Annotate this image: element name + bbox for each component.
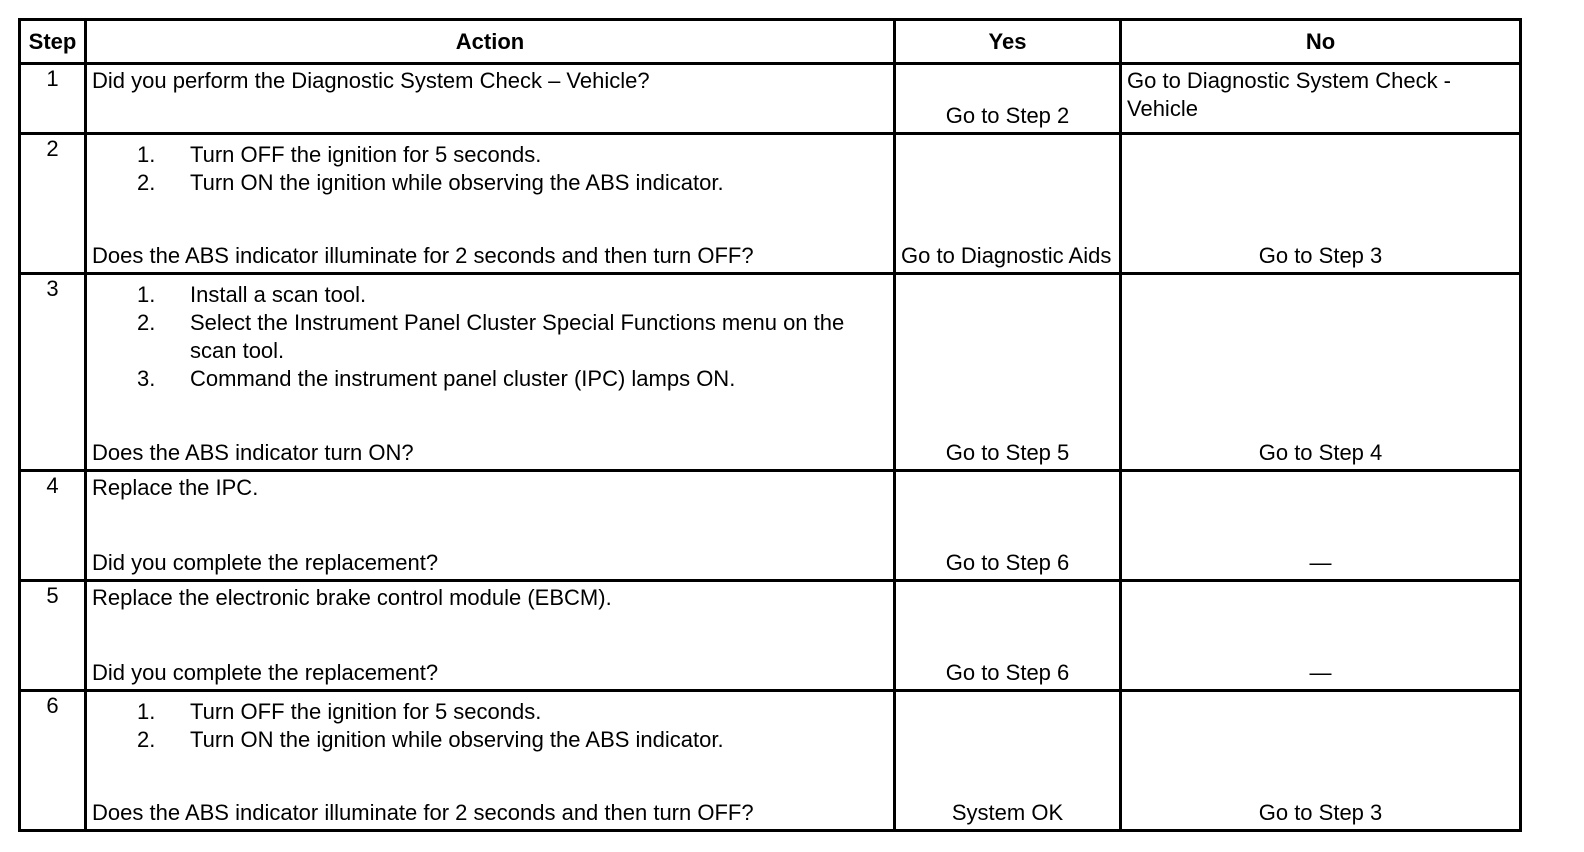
no-link[interactable]: Go to Step 3 [1258,243,1383,268]
item-number: 2. [137,727,156,752]
item-text: Command the instrument panel cluster (IPC) lamps ON. [190,366,736,391]
list-item [92,365,887,393]
item-text: Turn ON the ignition while observing the ABS indicator. [190,727,724,752]
yes-result: System OK [951,800,1064,825]
question-text: Does the ABS indicator illuminate for 2 seconds and then turn OFF? [92,243,754,268]
no-cell [1121,274,1521,471]
yes-link[interactable]: Go to Step 5 [945,440,1070,465]
action-text: Did you perform the Diagnostic System Check – Vehicle? [92,68,650,93]
yes-cell [895,134,1121,274]
no-cell [1121,134,1521,274]
header-no: No [1121,20,1521,64]
question-text: Does the ABS indicator illuminate for 2 seconds and then turn OFF? [92,800,754,825]
yes-link[interactable]: Go to Step 2 [945,103,1070,128]
yes-link[interactable]: Go to Step 6 [945,660,1070,685]
no-cell [1121,691,1521,831]
header-action: Action [86,20,895,64]
yes-cell [895,581,1121,691]
no-link[interactable]: Go to Step 4 [1258,440,1383,465]
list-item [92,726,887,754]
item-number: 1. [137,699,156,724]
action-cell [86,471,895,581]
header-step: Step [20,20,86,64]
action-cell [86,691,895,831]
header-yes: Yes [895,20,1121,64]
list-item [92,309,887,365]
step-number: 3 [20,274,86,471]
table-row-step-6 [20,691,1521,831]
step-number: 2 [20,134,86,274]
item-number: 3. [137,366,156,391]
yes-link[interactable]: Go to Diagnostic Aids [901,243,1112,268]
item-text: Turn OFF the ignition for 5 seconds. [190,142,542,167]
question-text: Does the ABS indicator turn ON? [92,440,414,465]
question-text: Did you complete the replacement? [92,660,439,685]
no-dash: — [1309,550,1332,575]
yes-link[interactable]: Go to Step 6 [945,550,1070,575]
item-text: Turn OFF the ignition for 5 seconds. [190,699,542,724]
no-dash: — [1309,660,1332,685]
diagnostic-table [18,18,1522,832]
no-cell [1121,64,1521,134]
item-number: 1. [137,282,156,307]
item-text: Select the Instrument Panel Cluster Special Functions menu on the scan tool. [190,310,845,363]
instruction-list [92,698,887,754]
question-text: Did you complete the replacement? [92,550,439,575]
table-row-step-3 [20,274,1521,471]
no-cell [1121,581,1521,691]
action-cell [86,64,895,134]
yes-cell [895,64,1121,134]
step-number: 1 [20,64,86,134]
item-number: 1. [137,142,156,167]
yes-cell [895,274,1121,471]
table-row-step-5 [20,581,1521,691]
instruction-list [92,141,887,197]
action-text: Replace the IPC. [92,475,259,500]
yes-cell [895,691,1121,831]
yes-cell [895,471,1121,581]
item-number: 2. [137,170,156,195]
list-item [92,281,887,309]
instruction-list [92,281,887,393]
table-row-step-1 [20,64,1521,134]
action-cell [86,134,895,274]
no-cell [1121,471,1521,581]
table-row-step-4 [20,471,1521,581]
step-number: 5 [20,581,86,691]
item-number: 2. [137,310,156,335]
no-link[interactable]: Go to Diagnostic System Check - Vehicle [1127,68,1452,121]
table-row-step-2 [20,134,1521,274]
list-item [92,169,887,197]
list-item [92,698,887,726]
action-cell [86,274,895,471]
action-cell [86,581,895,691]
step-number: 4 [20,471,86,581]
item-text: Turn ON the ignition while observing the ABS indicator. [190,170,724,195]
header-row [20,20,1521,64]
action-text: Replace the electronic brake control module (EBCM). [92,585,612,610]
no-link[interactable]: Go to Step 3 [1258,800,1383,825]
list-item [92,141,887,169]
step-number: 6 [20,691,86,831]
item-text: Install a scan tool. [190,282,367,307]
